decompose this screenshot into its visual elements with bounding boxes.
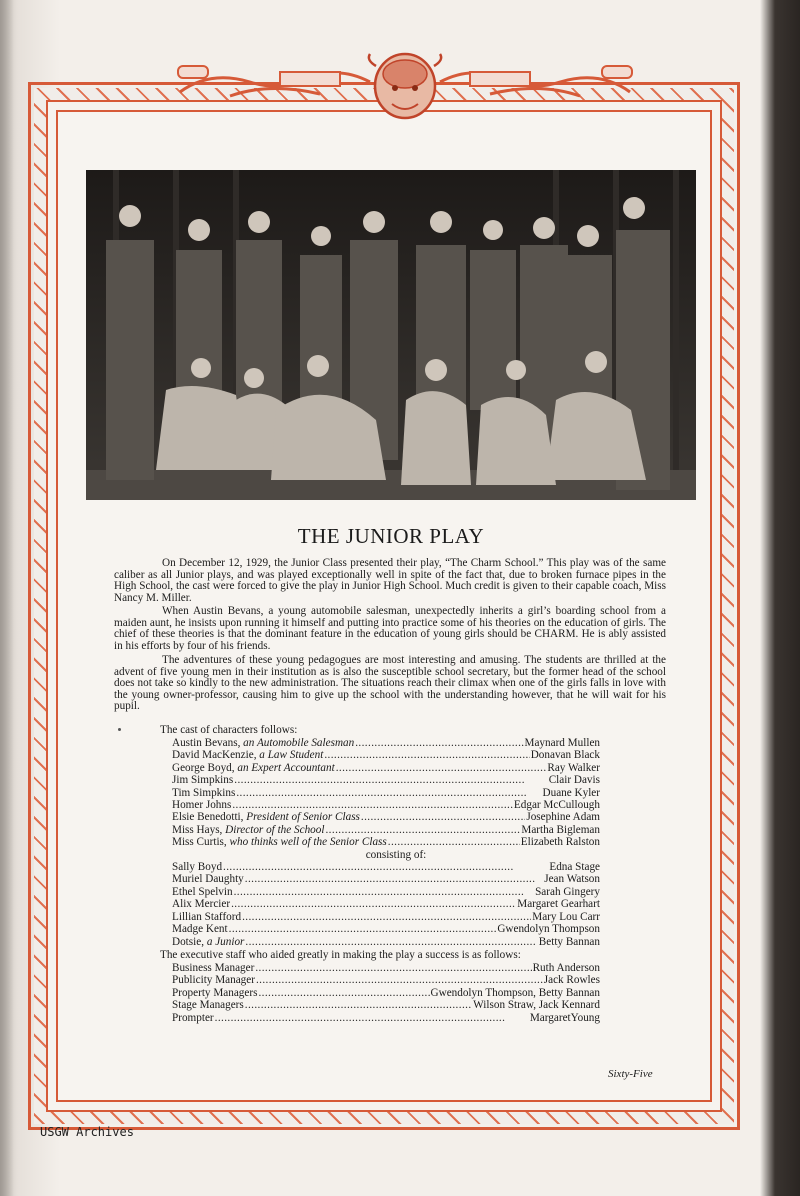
buffalo-head-icon <box>369 54 441 118</box>
cast-row <box>172 799 600 811</box>
role-name <box>172 911 241 923</box>
cast-row <box>172 898 600 910</box>
role-name <box>172 749 323 761</box>
actor-name: Sarah Gingery <box>535 885 600 898</box>
paragraph-adventures <box>114 655 666 713</box>
actor-name: Elizabeth Ralston <box>520 836 600 849</box>
role-label: Madge Kent <box>172 923 228 936</box>
role-label: Ethel Spelvin <box>172 885 233 898</box>
role-label: Miss Hays, <box>172 823 226 836</box>
dot-leader <box>324 749 529 761</box>
role-name <box>172 737 354 749</box>
role-label: Business Manager <box>172 962 255 974</box>
dot-leader <box>236 787 541 799</box>
actor-name: Wilson Straw, Jack Kennard <box>473 999 600 1012</box>
role-name <box>172 787 235 799</box>
dot-leader <box>223 861 548 873</box>
role-name <box>172 1012 214 1024</box>
role-label: Tim Simpkins <box>172 786 236 799</box>
cast-row <box>172 962 600 974</box>
paragraph-plot-text: When Austin Bevans, a young automobile salesman, unexpectedly inherits a girl’s boarding school from a maiden aunt, he insists upon running it himself and putting into practice some of his theories on the education of girls. The chief of these theories is that the dominant feature in the education of young girls should be CHARM. He is ably assisted in his efforts by four of his friends. <box>114 605 666 652</box>
role-name <box>172 811 360 823</box>
role-description: an Automobile Salesman <box>243 737 355 749</box>
dot-leader <box>215 1012 529 1024</box>
actor-name: Margaret Gearhart <box>517 898 600 911</box>
role-description: Director of the School <box>225 823 325 836</box>
staff-intro: The executive staff who aided greatly in making the play a success is as follows: <box>160 949 521 961</box>
cast-row <box>172 999 600 1011</box>
dot-leader <box>255 962 531 974</box>
cast-row <box>172 923 600 935</box>
cast-row <box>172 911 600 923</box>
cast-row <box>172 824 600 836</box>
role-name <box>172 861 222 873</box>
cast-row <box>172 1012 600 1024</box>
dot-leader <box>234 886 534 898</box>
cast-group-photograph <box>86 170 696 500</box>
role-label: Muriel Daughty <box>172 873 244 886</box>
role-label: Austin Bevans, <box>172 737 244 749</box>
role-label: Property Managers <box>172 986 258 999</box>
role-label: Publicity Manager <box>172 974 255 987</box>
archive-watermark: USGW Archives <box>40 1125 134 1139</box>
cast-row <box>172 974 600 986</box>
paragraph-intro-text: On December 12, 1929, the Junior Class presented their play, “The Charm School.” This play was of the same caliber as all Junior plays, and was played exceptionally well in spite of the fact that, due to broken furnace pipes in the High School, the cast were forced to give the play in Junior High School. Much credit is given to their capable coach, Miss Nancy M. Miller. <box>114 557 666 604</box>
actor-name: Mary Lou Carr <box>532 910 600 923</box>
stray-mark <box>118 728 121 731</box>
actor-name: Ray Walker <box>547 761 600 774</box>
actor-name: MargaretYoung <box>529 1011 600 1024</box>
dot-leader <box>258 987 429 999</box>
dot-leader <box>229 923 497 935</box>
cast-row <box>172 737 600 749</box>
dot-leader <box>242 911 531 923</box>
dot-leader <box>388 836 520 848</box>
cast-row <box>172 936 600 948</box>
paragraph-intro <box>114 558 666 604</box>
role-label: David MacKenzie, <box>172 749 260 762</box>
role-name <box>172 999 244 1011</box>
cast-row <box>172 836 600 848</box>
actor-name: Gwendolyn Thompson <box>497 923 600 936</box>
dot-leader <box>245 999 472 1011</box>
cast-row <box>172 886 600 898</box>
actor-name: Clair Davis <box>548 774 600 787</box>
actor-name: Josephine Adam <box>526 811 600 824</box>
role-label: George Boyd, <box>172 761 238 774</box>
role-label: Miss Curtis, <box>172 836 230 849</box>
role-name <box>172 873 244 885</box>
role-name <box>172 923 228 935</box>
role-label: Jim Simpkins <box>172 774 234 787</box>
cast-row <box>172 787 600 799</box>
role-label: Alix Mercier <box>172 898 231 911</box>
actor-name: Betty Bannan <box>538 935 600 948</box>
dot-leader <box>231 898 516 910</box>
cast-row <box>172 774 600 786</box>
paragraph-adventures-text: The adventures of these young pedagogues are most interesting and amusing. The students are thrilled at the advent of five young men in their institution as is also the susceptible school secretary, but the former head of the school does not take so kindly to the new administration. The situations reach their climax when one of the girls falls in love with the young owner-professor, causing him to give up the school with the understanding however, that he will wait for his pupil. <box>114 654 666 713</box>
role-name <box>172 987 257 999</box>
dot-leader <box>355 737 523 749</box>
role-description: who thinks well of the Senior Class <box>229 836 387 849</box>
cast-row <box>172 873 600 885</box>
dot-leader <box>245 873 543 885</box>
actor-name: Edna Stage <box>549 861 600 874</box>
role-description: an Expert Accountant <box>237 761 335 774</box>
book-spine-shadow <box>0 0 14 1196</box>
role-name <box>172 936 244 948</box>
role-label: Stage Managers <box>172 999 244 1012</box>
role-label: Dotsie, <box>172 935 207 948</box>
dot-leader <box>245 936 537 948</box>
paragraph-plot <box>114 606 666 652</box>
actor-name: Jack Rowles <box>543 974 600 987</box>
role-name <box>172 886 233 898</box>
staff-list <box>172 962 600 1024</box>
role-description: a Law Student <box>259 749 324 762</box>
role-name <box>172 962 254 974</box>
role-label: Prompter <box>172 1011 214 1024</box>
actor-name: Ruth Anderson <box>532 962 600 974</box>
senior-class-heading: consisting of: <box>365 848 427 861</box>
role-name <box>172 974 255 986</box>
role-name <box>172 762 335 774</box>
actor-name: Duane Kyler <box>542 786 600 799</box>
role-label: Homer Johns <box>172 799 232 812</box>
role-name <box>172 898 230 910</box>
dot-leader <box>361 811 525 823</box>
cast-list <box>172 737 600 948</box>
role-description: a Junior <box>206 935 245 948</box>
cast-row <box>172 861 600 873</box>
dot-leader <box>234 774 547 786</box>
dot-leader <box>256 974 543 986</box>
role-label: Lillian Stafford <box>172 910 242 923</box>
cast-row <box>172 749 600 761</box>
dot-leader <box>325 824 520 836</box>
role-label: Sally Boyd <box>172 861 223 874</box>
cast-row <box>172 762 600 774</box>
dot-leader <box>232 799 513 811</box>
actor-name: Jean Watson <box>544 873 600 886</box>
actor-name: Gwendolyn Thompson, Betty Bannan <box>430 986 600 999</box>
buffalo-crest-ornament <box>170 52 640 122</box>
role-name <box>172 824 324 836</box>
actor-name: Martha Bigleman <box>521 823 600 836</box>
actor-name: Edgar McCullough <box>513 799 600 812</box>
dot-leader <box>336 762 547 774</box>
cast-intro: The cast of characters follows: <box>160 724 298 736</box>
role-label: Elsie Benedotti, <box>172 811 247 824</box>
role-name <box>172 836 387 848</box>
role-name <box>172 799 231 811</box>
cast-row <box>172 811 600 823</box>
page-title: THE JUNIOR PLAY <box>297 524 485 548</box>
role-name <box>172 774 233 786</box>
cast-row <box>172 987 600 999</box>
actor-name: Donavan Black <box>530 749 600 762</box>
actor-name: Maynard Mullen <box>524 737 600 749</box>
page-number: Sixty-Five <box>608 1068 653 1080</box>
role-description: President of Senior Class <box>246 811 360 824</box>
